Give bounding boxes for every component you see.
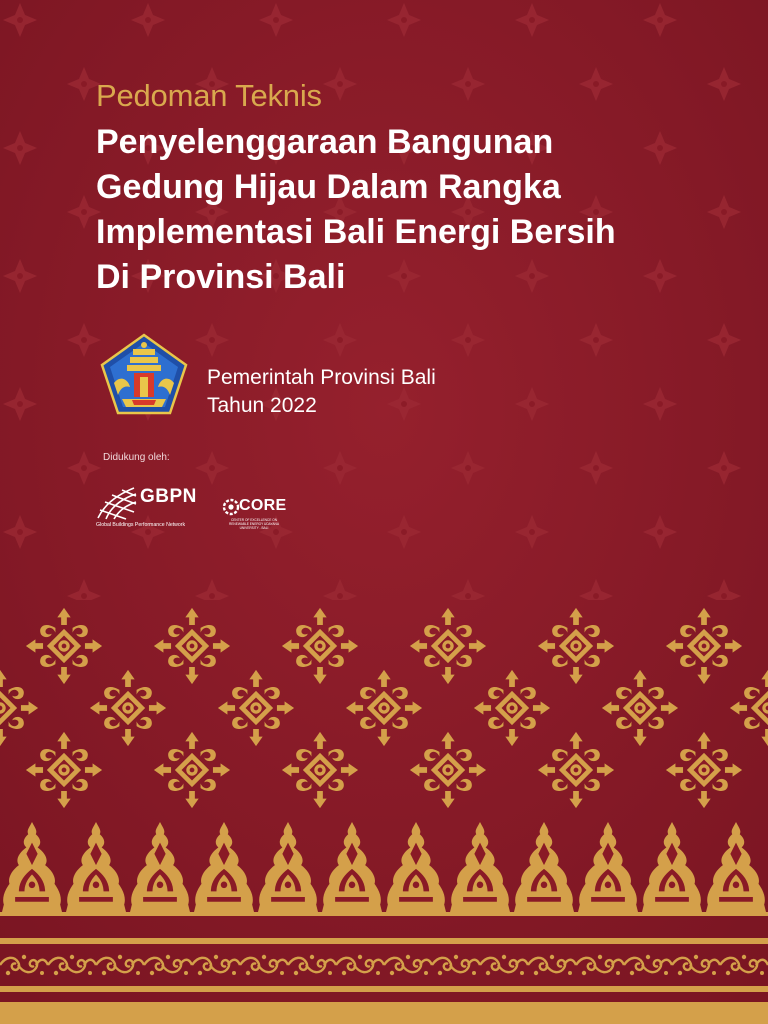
core-ring-logo-icon [222, 498, 240, 516]
title-line: Penyelenggaraan Bangunan [96, 123, 554, 161]
title-line: Implementasi Bali Energi Bersih [96, 213, 616, 251]
publisher-name: Pemerintah Provinsi Bali [207, 366, 436, 389]
publisher-block [207, 364, 436, 420]
cover-title [96, 120, 736, 300]
bali-province-seal-icon [100, 333, 188, 415]
title-line: Gedung Hijau Dalam Rangka [96, 168, 561, 206]
publication-year: Tahun 2022 [207, 394, 317, 417]
title-line: Di Provinsi Bali [96, 258, 346, 296]
gbpn-subtitle: Global Buildings Performance Network [96, 522, 186, 528]
core-subtitle: CENTER OF EXCELLENCE ON RENEWABLE ENERGY UDAYANA UNIVERSITY - BALI [228, 518, 279, 530]
gbpn-logo [96, 486, 208, 530]
gbpn-name: GBPN [140, 486, 197, 507]
core-name: CORE [239, 497, 287, 514]
gbpn-grid-logo-icon [96, 486, 138, 520]
core-logo [222, 497, 287, 533]
cover-subtitle: Pedoman Teknis [96, 78, 322, 113]
supported-by-label: Didukung oleh: [103, 452, 170, 463]
